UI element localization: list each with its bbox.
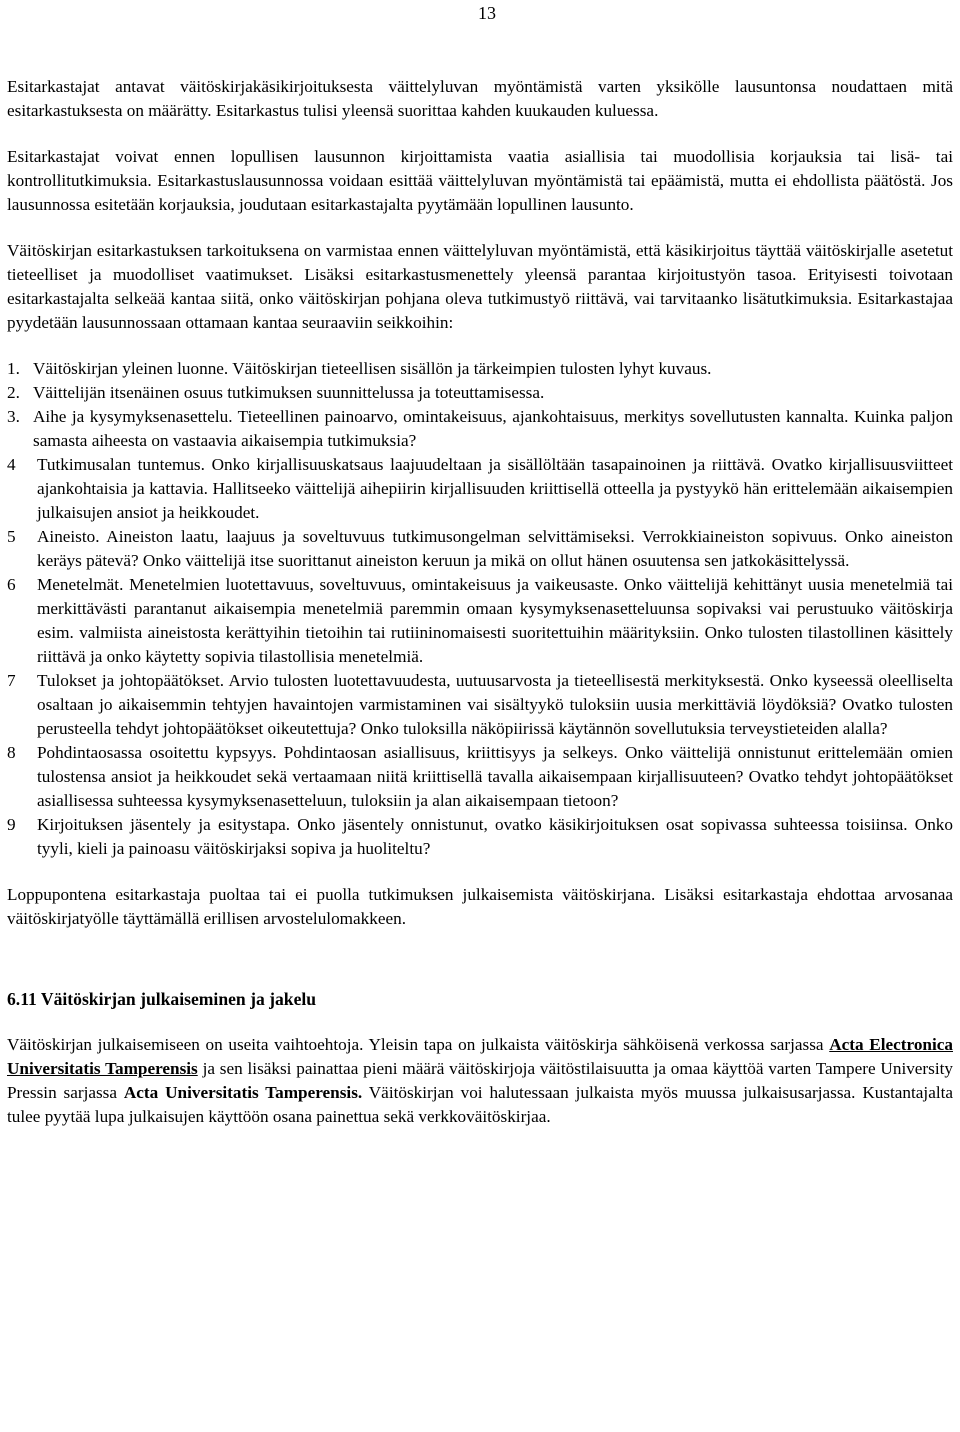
paragraph-pre-examiners-statement: Esitarkastajat antavat väitöskirjakäsikirjoituksesta väittelyluvan myöntämistä varten yksikölle lausuntonsa noudattaen mitä esitarkastuksesta on määrätty. Esitarkastus tulisi yleensä suorittaa kahden kuukauden kuluessa. xyxy=(7,77,953,120)
list-item-text: Pohdintaosassa osoitettu kypsyys. Pohdintaosan asiallisuus, kriittisyys ja selkeys. Onko väittelijä onnistunut erittelemään omien tulostensa ansiot ja heikkoudet sekä vertaamaan niitä kriittisellä tavalla aikaisempaan kirjallisuuteen? Ovatko tehdyt johtopäätökset asiallisessa suhteessa kysymyksenasetteluun, tuloksiin ja alan aikaisempaan tietoon? xyxy=(37,743,953,810)
paragraph-publishing xyxy=(7,1033,953,1129)
list-item-text: Aihe ja kysymyksenasettelu. Tieteellinen painoarvo, omintakeisuus, ajankohtaisuus, merkitys sovellutusten kannalta. Kuinka paljon samasta aiheesta on vastaavia aikaisempia tutkimuksia? xyxy=(33,407,953,450)
page-number: 13 xyxy=(478,3,496,23)
series-link-acta-electronica[interactable]: Acta Electronica Universitatis Tamperensis xyxy=(7,1035,953,1078)
list-item xyxy=(7,381,953,405)
list-item xyxy=(7,405,953,453)
list-item-number: 8 xyxy=(7,743,16,762)
list-item xyxy=(7,453,953,525)
criteria-list xyxy=(7,357,953,861)
list-item xyxy=(7,669,953,741)
list-item-text: Väittelijän itsenäinen osuus tutkimuksen suunnittelussa ja toteuttamisessa. xyxy=(33,383,545,402)
list-item-number: 3. xyxy=(7,407,20,426)
list-item-text: Väitöskirjan yleinen luonne. Väitöskirjan tieteellisen sisällön ja tärkeimpien tulosten lyhyt kuvaus. xyxy=(33,359,712,378)
paragraph-corrections: Esitarkastajat voivat ennen lopullisen lausunnon kirjoittamista vaatia asiallisia tai muodollisia korjauksia tai lisä- tai kontrollitutkimuksia. Esitarkastuslausunnossa voidaan esittää väittelyluvan myöntämistä tai epäämistä, mutta ei ehdollista päätöstä. Jos lausunnossa esitetään korjauksia, joudutaan esitarkastajalta pyytämään lopullinen lausunto. xyxy=(7,147,953,214)
list-item-text: Tutkimusalan tuntemus. Onko kirjallisuuskatsaus laajuudeltaan ja sisällöltään tasapainoinen ja riittävä. Ovatko kirjallisuusviitteet ajankohtaisia ja kattavia. Hallitseeko väittelijä aihepiirin kirjallisuuden kriittisellä otteella ja pystyykö hän erittelemään aikaisempien julkaisujen ansiot ja heikkoudet. xyxy=(37,455,953,522)
list-item-number: 1. xyxy=(7,359,20,378)
list-item-number: 5 xyxy=(7,527,16,546)
section-heading: 6.11 Väitöskirjan julkaiseminen ja jakelu xyxy=(7,989,317,1009)
list-item-text: Tulokset ja johtopäätökset. Arvio tulosten luotettavuudesta, uutuusarvosta ja tieteellisestä merkityksestä. Onko kyseessä oleelliselta osaltaan jo aikaisemmin tehtyjen havaintojen varmistaminen vai sisältyykö tuloksiin uusia merkittäviä löydöksiä? Ovatko tulosten perusteella tehdyt johtopäätökset oikeutettuja? Onko tuloksilla näköpiirissä käytännön sovellutuksia terveystieteiden alalla? xyxy=(37,671,953,738)
list-item xyxy=(7,573,953,669)
list-item xyxy=(7,813,953,861)
publishing-text-2: ja sen lisäksi painattaa pieni määrä väitöskirjoja väitöstilaisuutta ja omaa käyttöä varten Tampere University Pressin sarjassa xyxy=(7,1059,953,1102)
list-item-number: 9 xyxy=(7,815,16,834)
list-item-number: 6 xyxy=(7,575,16,594)
list-item xyxy=(7,357,953,381)
list-item-number: 7 xyxy=(7,671,16,690)
paragraph-conclusion: Loppupontena esitarkastaja puoltaa tai ei puolla tutkimuksen julkaisemista väitöskirjana. Lisäksi esitarkastaja ehdottaa arvosanaa väitöskirjatyölle täyttämällä erillisen arvostelulomakkeen. xyxy=(7,885,953,928)
list-item-text: Aineisto. Aineiston laatu, laajuus ja soveltuvuus tutkimusongelman selvittämiseksi. Verrokkiaineiston sopivuus. Onko aineiston keräys pätevä? Onko väittelijä itse suorittanut aineiston keruun ja mikä on ollut hänen osuutensa sen jatkokäsittelyssä. xyxy=(37,527,953,570)
list-item-number: 4 xyxy=(7,455,16,474)
list-item-number: 2. xyxy=(7,383,20,402)
paragraph-purpose: Väitöskirjan esitarkastuksen tarkoituksena on varmistaa ennen väittelyluvan myöntämistä, että käsikirjoitus täyttää väitöskirjalle asetetut tieteelliset ja muodolliset vaatimukset. Lisäksi esitarkastusmenettely yleensä parantaa kirjoitustyön tasoa. Erityisesti toivotaan esitarkastajalta selkeää kantaa siitä, onko väitöskirjan pohjana oleva tutkimustyö riittävä, vai tarvitaanko lisätutkimuksia. Esitarkastajaa pyydetään lausunnossaan ottamaan kantaa seuraaviin seikkoihin: xyxy=(7,241,953,332)
list-item-text: Kirjoituksen jäsentely ja esitystapa. Onko jäsentely onnistunut, ovatko käsikirjoituksen osat sopivassa suhteessa toisiinsa. Onko tyyli, kieli ja painoasu väitöskirjaksi sopiva ja huoliteltu? xyxy=(37,815,953,858)
list-item-text: Menetelmät. Menetelmien luotettavuus, soveltuvuus, omintakeisuus ja vaikeusaste. Onko väittelijä kehittänyt uusia menetelmiä tai merkittävästi parantanut aikaisempia menetelmiä paremmin omaan kysymyksenasetteluunsa sopivaksi vai perustuuko väitöskirja esim. valmiista aineistosta kerättyihin tietoihin tai rutiininomaisesti suoritettuihin määrityksiin. Onko tulosten tilastollinen käsittely riittävä ja onko käytetty sopivia tilastollisia menetelmiä. xyxy=(37,575,953,666)
publishing-text-1: Väitöskirjan julkaisemiseen on useita vaihtoehtoja. Yleisin tapa on julkaista väitöskirja sähköisenä verkossa sarjassa xyxy=(7,1035,830,1054)
series-name-acta-universitatis: Acta Universitatis Tamperensis. xyxy=(123,1083,363,1102)
publishing-text-3: Väitöskirjan voi halutessaan julkaista myös muussa julkaisusarjassa. Kustantajalta tulee pyytää lupa julkaisujen käyttöön osana painettua sekä verkkoväitöskirjaa. xyxy=(7,1083,953,1126)
list-item xyxy=(7,741,953,813)
document-body xyxy=(7,75,953,1129)
list-item xyxy=(7,525,953,573)
